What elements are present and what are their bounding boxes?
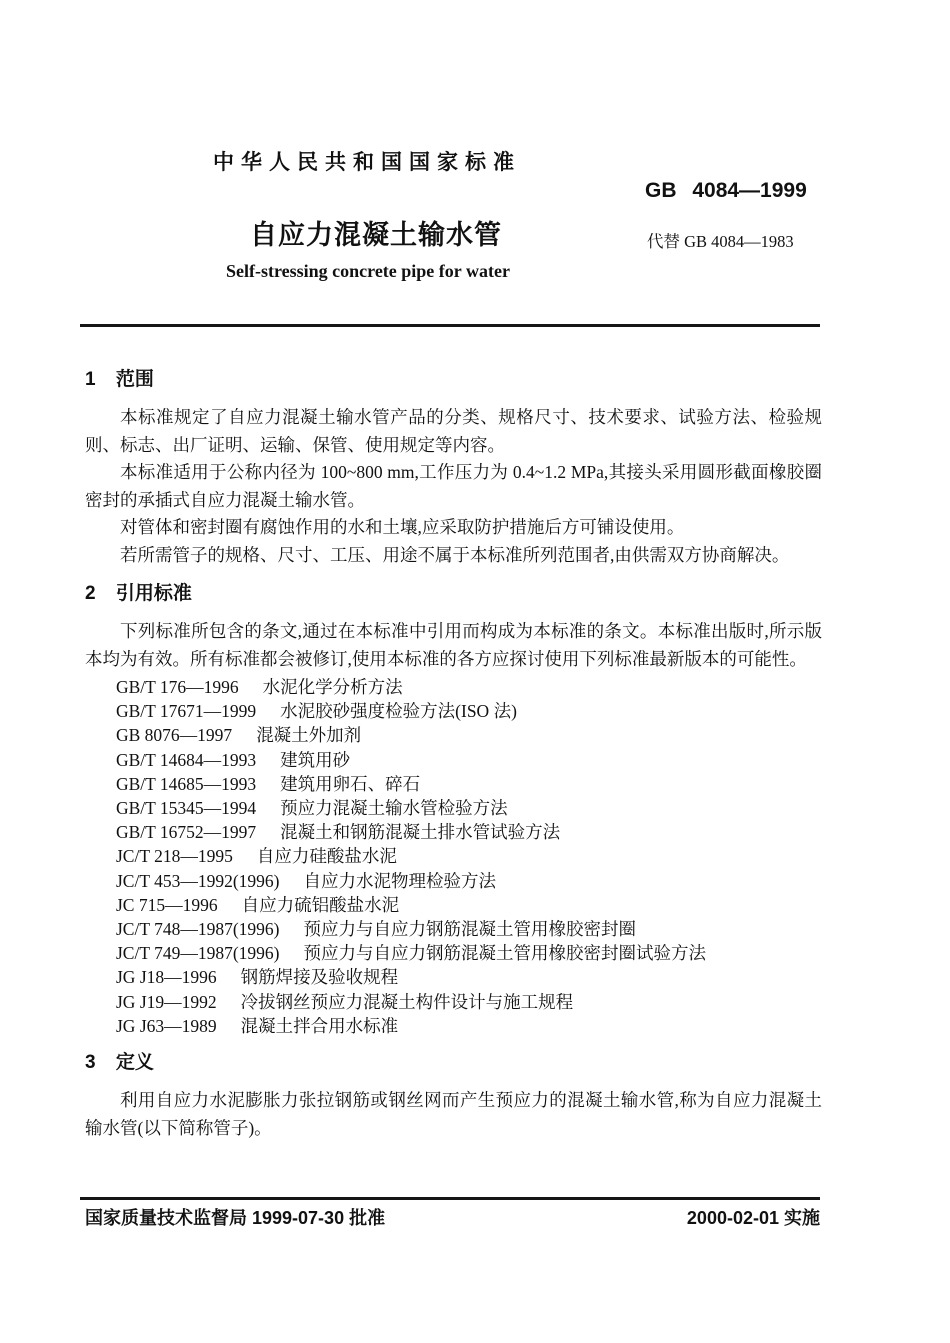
standard-code: GB 4084—1999	[645, 179, 807, 202]
section-gap	[85, 569, 822, 578]
standard-item-title: 预应力与自应力钢筋混凝土管用橡胶密封圈试验方法	[303, 943, 706, 964]
section-title: 引用标准	[115, 583, 192, 604]
scope-paragraph: 本标准适用于公称内径为 100~800 mm,工作压力为 0.4~1.2 MPa,其接头采用圆形截面橡胶圈密封的承插式自应力混凝土输水管。	[85, 462, 822, 510]
section-heading-scope	[85, 364, 822, 391]
standard-item-title: 混凝土外加剂	[256, 725, 362, 746]
referenced-standard	[85, 893, 822, 917]
standard-item-code: GB/T 16752—1997	[116, 822, 257, 843]
referenced-standards-list	[85, 675, 822, 1038]
footer-divider-rule	[80, 1197, 820, 1200]
section-heading-references	[85, 578, 822, 605]
referenced-standard	[85, 675, 822, 699]
approval-line: 国家质量技术监督局 1999-07-30 批准	[85, 1208, 386, 1228]
standard-item-title: 预应力与自应力钢筋混凝土管用橡胶密封圈	[303, 919, 636, 940]
standard-item-code: JC/T 748—1987(1996)	[116, 919, 280, 940]
standard-item-code: JC 715—1996	[116, 894, 218, 915]
referenced-standard	[85, 748, 822, 772]
referenced-standard	[85, 869, 822, 893]
referenced-standard	[85, 965, 822, 989]
document-title-en: Self-stressing concrete pipe for water	[226, 261, 510, 281]
standard-item-code: GB/T 14684—1993	[116, 749, 257, 770]
standard-item-code: JG J63—1989	[116, 1015, 217, 1036]
definitions-paragraph: 利用自应力水泥膨胀力张拉钢筋或钢丝网而产生预应力的混凝土输水管,称为自应力混凝土输水管(以下简称管子)。	[85, 1090, 822, 1138]
referenced-standard	[85, 820, 822, 844]
standard-item-code: JG J19—1992	[116, 991, 217, 1012]
standard-item-code: GB/T 17671—1999	[116, 701, 257, 722]
standard-item-title: 建筑用砂	[280, 749, 351, 770]
standard-item-title: 自应力硫铝酸盐水泥	[241, 894, 400, 915]
standard-item-title: 建筑用卵石、碎石	[280, 773, 421, 794]
standard-item-title: 预应力混凝土输水管检验方法	[280, 798, 508, 819]
standard-item-code: JG J18—1996	[116, 967, 217, 988]
section-title: 范围	[115, 369, 154, 390]
standard-item-code: JC/T 749—1987(1996)	[116, 943, 280, 964]
referenced-standard	[85, 1014, 822, 1038]
references-intro-paragraph: 下列标准所包含的条文,通过在本标准中引用而构成为本标准的条文。本标准出版时,所示版本均为有效。所有标准都会被修订,使用本标准的各方应探讨使用下列标准最新版本的可能性。	[85, 621, 822, 669]
referenced-standard	[85, 772, 822, 796]
referenced-standard	[85, 917, 822, 941]
standard-item-code: JC/T 453—1992(1996)	[116, 870, 280, 891]
supersedes-note: 代替 GB 4084—1983	[647, 232, 794, 251]
standard-item-title: 自应力硅酸盐水泥	[256, 846, 397, 867]
section-gap	[85, 1038, 822, 1047]
standard-item-code: GB/T 14685—1993	[116, 773, 257, 794]
standard-item-code: JC/T 218—1995	[116, 846, 233, 867]
referenced-standard	[85, 699, 822, 723]
standard-item-title: 水泥胶砂强度检验方法(ISO 法)	[280, 701, 517, 722]
section-number: 2	[85, 583, 96, 604]
section-heading-definitions	[85, 1047, 822, 1074]
header-divider-rule	[80, 324, 820, 327]
document-body	[85, 364, 822, 1142]
referenced-standard	[85, 990, 822, 1014]
section-title: 定义	[115, 1052, 154, 1074]
document-title-zh: 自应力混凝土输水管	[250, 220, 502, 250]
standard-item-code: GB/T 15345—1994	[116, 798, 257, 819]
referenced-standard	[85, 723, 822, 747]
standard-item-code: GB/T 176—1996	[116, 677, 239, 697]
section-number: 3	[85, 1052, 96, 1074]
implementation-line: 2000-02-01 实施	[686, 1208, 820, 1228]
standard-item-title: 钢筋焊接及验收规程	[240, 967, 399, 988]
standard-item-title: 冷拔钢丝预应力混凝土构件设计与施工规程	[240, 991, 574, 1012]
authority-line: 中华人民共和国国家标准	[213, 151, 521, 174]
standard-item-title: 混凝土和钢筋混凝土排水管试验方法	[280, 822, 561, 843]
standard-item-title: 自应力水泥物理检验方法	[303, 870, 496, 891]
referenced-standard	[85, 796, 822, 820]
standard-item-code: GB 8076—1997	[116, 725, 233, 746]
standard-item-title: 水泥化学分析方法	[262, 677, 403, 697]
section-number: 1	[85, 369, 96, 390]
referenced-standard	[85, 941, 822, 965]
scope-paragraph: 本标准规定了自应力混凝土输水管产品的分类、规格尺寸、技术要求、试验方法、检验规则、标志、出厂证明、运输、保管、使用规定等内容。	[85, 407, 822, 455]
scope-paragraph: 对管体和密封圈有腐蚀作用的水和土壤,应采取防护措施后方可铺设使用。	[120, 517, 685, 537]
scope-paragraph: 若所需管子的规格、尺寸、工压、用途不属于本标准所列范围者,由供需双方协商解决。	[120, 544, 790, 565]
standard-item-title: 混凝土拌合用水标准	[240, 1015, 399, 1036]
referenced-standard	[85, 844, 822, 868]
